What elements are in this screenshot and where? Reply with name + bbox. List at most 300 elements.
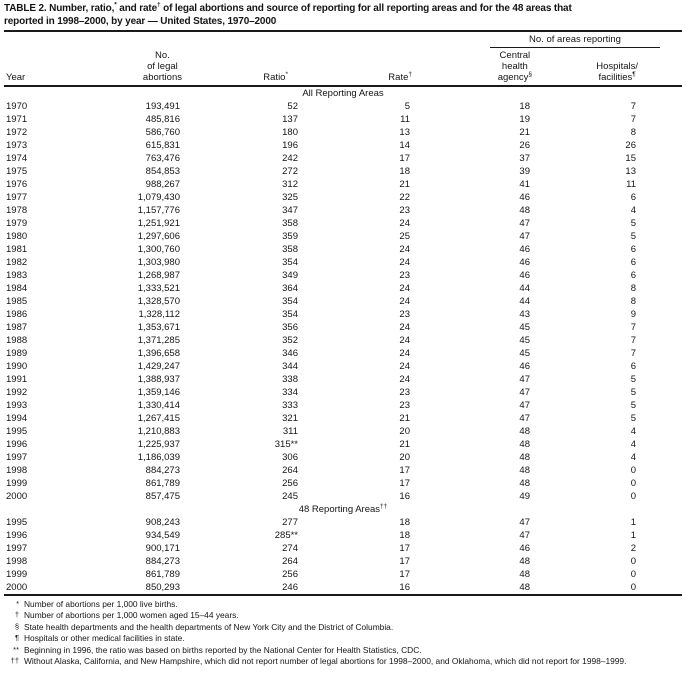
table-cell: 23: [399, 387, 410, 398]
table-cell: 5: [630, 413, 636, 424]
table-cell: 47: [519, 530, 530, 541]
table-cell: 19: [519, 114, 530, 125]
table-cell: 1993: [6, 400, 28, 411]
table-cell: 1,328,570: [137, 296, 180, 307]
footnote-text: Beginning in 1996, the ratio was based on births reported by the National Center for Health Statistics, CDC.: [24, 644, 422, 655]
table-cell: 1989: [6, 348, 28, 359]
table-cell: 1,300,760: [137, 244, 180, 255]
table-cell: 1,359,146: [137, 387, 180, 398]
table-cell: 46: [519, 270, 530, 281]
table-cell: 908,243: [145, 517, 180, 528]
table-cell: 48: [519, 205, 530, 216]
table-cell: 1,330,414: [137, 400, 180, 411]
table-cell: 1998: [6, 465, 28, 476]
table-row: [4, 490, 682, 503]
table-cell: 884,273: [145, 465, 180, 476]
section-label: [4, 503, 682, 516]
table-cell: 315**: [274, 439, 298, 450]
table-cell: 1973: [6, 140, 28, 151]
table-row: [4, 100, 682, 113]
table-cell: 45: [519, 322, 530, 333]
footnote-marker-dagger: †: [408, 70, 412, 78]
table-row: [4, 412, 682, 425]
table-title-line1: [4, 3, 682, 16]
table-cell: 1976: [6, 179, 28, 190]
table-cell: 1,429,247: [137, 361, 180, 372]
table-cell: 47: [519, 218, 530, 229]
table-cell: 1986: [6, 309, 28, 320]
table-cell: 6: [630, 257, 636, 268]
table-cell: 196: [282, 140, 298, 151]
table-cell: 1: [630, 530, 636, 541]
table-row: [4, 113, 682, 126]
table-cell: 137: [282, 114, 298, 125]
table-header: [4, 33, 682, 86]
table-row: [4, 373, 682, 386]
table-cell: 43: [519, 309, 530, 320]
table-cell: 23: [399, 205, 410, 216]
table-cell: 11: [400, 114, 410, 125]
table-row: [4, 386, 682, 399]
table-row: [4, 308, 682, 321]
table-cell: 24: [399, 257, 410, 268]
table-row: [4, 269, 682, 282]
table-cell: 934,549: [145, 530, 180, 541]
table-cell: 49: [519, 491, 530, 502]
table-cell: 20: [399, 452, 410, 463]
table-cell: 44: [519, 283, 530, 294]
table-cell: 358: [282, 244, 298, 255]
table-row: [4, 165, 682, 178]
table-cell: 1983: [6, 270, 28, 281]
table-cell: 4: [630, 439, 636, 450]
section-header-row: [4, 503, 682, 516]
table-row: [4, 360, 682, 373]
table-title: [4, 3, 682, 28]
table-cell: 1,297,606: [137, 231, 180, 242]
table-cell: 17: [399, 556, 410, 567]
table-cell: 0: [630, 582, 636, 593]
table-cell: 242: [282, 153, 298, 164]
table-cell: 18: [519, 101, 530, 112]
table-cell: 4: [630, 426, 636, 437]
table-cell: 24: [399, 283, 410, 294]
table-cell: 359: [282, 231, 298, 242]
table-cell: 17: [399, 543, 410, 554]
table-cell: 344: [282, 361, 298, 372]
table-row: [4, 555, 682, 568]
table-cell: 5: [630, 231, 636, 242]
table-cell: 46: [519, 192, 530, 203]
table-cell: 47: [519, 387, 530, 398]
table-cell: 1: [630, 517, 636, 528]
footnote-text: Hospitals or other medical facilities in state.: [24, 633, 185, 644]
table-cell: 763,476: [145, 153, 180, 164]
column-header-hospitals-stack: [596, 61, 638, 83]
table-cell: 285**: [274, 530, 298, 541]
table-cell: 306: [282, 452, 298, 463]
table-cell: 24: [399, 244, 410, 255]
table-cell: 861,789: [145, 569, 180, 580]
table-cell: 13: [399, 127, 410, 138]
table-cell: 1982: [6, 257, 28, 268]
table-cell: 256: [282, 569, 298, 580]
areas-reporting-spanner: [412, 33, 682, 48]
table-cell: 1975: [6, 166, 28, 177]
table-cell: 356: [282, 322, 298, 333]
table-row: [4, 399, 682, 412]
table-cell: 5: [630, 374, 636, 385]
table-cell: 17: [399, 153, 410, 164]
column-header-rate: [300, 48, 412, 86]
table-cell: 48: [519, 569, 530, 580]
table-cell: 8: [630, 296, 636, 307]
table-cell: 39: [519, 166, 530, 177]
table-cell: 45: [519, 335, 530, 346]
header-line: of legal: [147, 61, 178, 72]
table-cell: 1,225,937: [137, 439, 180, 450]
table-cell: 21: [399, 439, 410, 450]
table-row: [4, 152, 682, 165]
table-cell: 25: [399, 231, 410, 242]
table-cell: 1972: [6, 127, 28, 138]
table-cell: 264: [282, 556, 298, 567]
table-cell: 0: [630, 465, 636, 476]
title-text: and rate: [116, 3, 158, 14]
footnote: [4, 633, 682, 644]
table-row: [4, 230, 682, 243]
footnote-marker: ¶: [14, 633, 19, 643]
footnote-marker: *: [16, 599, 19, 608]
table-cell: 2000: [6, 491, 28, 502]
table-row: [4, 256, 682, 269]
table-cell: 0: [630, 478, 636, 489]
table-row: [4, 126, 682, 139]
column-header-central-agency: [412, 48, 532, 86]
footnotes: [4, 599, 682, 667]
table-cell: 1995: [6, 426, 28, 437]
table-cell: 1,268,987: [137, 270, 180, 281]
table-cell: 180: [282, 127, 298, 138]
table-cell: 861,789: [145, 478, 180, 489]
table-cell: 46: [519, 543, 530, 554]
header-line: Rate: [388, 72, 409, 83]
header-text: facilities: [598, 72, 633, 83]
table-cell: 1977: [6, 192, 28, 203]
table-cell: 13: [625, 166, 636, 177]
table-row: [4, 334, 682, 347]
table-cell: 48: [519, 556, 530, 567]
table-cell: 47: [519, 374, 530, 385]
section-header-row: [4, 86, 682, 100]
table-row: [4, 542, 682, 555]
table-cell: 884,273: [145, 556, 180, 567]
table-cell: 0: [630, 569, 636, 580]
table-cell: 586,760: [145, 127, 180, 138]
table-cell: 7: [630, 322, 636, 333]
table-cell: 9: [630, 309, 636, 320]
table-cell: 334: [282, 387, 298, 398]
table-cell: 354: [282, 296, 298, 307]
table-cell: 857,475: [145, 491, 180, 502]
table-cell: 1970: [6, 101, 28, 112]
table-cell: 1978: [6, 205, 28, 216]
table-cell: 311: [282, 426, 298, 437]
table-cell: 24: [399, 335, 410, 346]
table-cell: 1992: [6, 387, 28, 398]
table-cell: 264: [282, 465, 298, 476]
title-footnote-marker-asterisk: *: [114, 1, 117, 9]
areas-reporting-spanner-label: No. of areas reporting: [490, 34, 660, 48]
table-cell: 274: [282, 543, 298, 554]
table-cell: 47: [519, 231, 530, 242]
table-cell: 47: [519, 517, 530, 528]
table-cell: 6: [630, 244, 636, 255]
table-row: [4, 139, 682, 152]
header-line: abortions: [142, 72, 182, 83]
table-cell: 21: [519, 127, 530, 138]
table-cell: 21: [399, 179, 410, 190]
spanner-row: [4, 33, 682, 48]
table-row: [4, 282, 682, 295]
table-cell: 349: [282, 270, 298, 281]
table-cell: 0: [630, 491, 636, 502]
table-cell: 7: [630, 348, 636, 359]
table-cell: 48: [519, 452, 530, 463]
table-cell: 850,293: [145, 582, 180, 593]
table-cell: 193,491: [145, 101, 180, 112]
table-cell: 5: [404, 101, 410, 112]
table-cell: 7: [630, 101, 636, 112]
table-cell: 1996: [6, 439, 28, 450]
title-footnote-marker-dagger: †: [157, 1, 161, 9]
table-cell: 1,396,658: [137, 348, 180, 359]
table-cell: 6: [630, 270, 636, 281]
table-cell: 6: [630, 361, 636, 372]
table-cell: 352: [282, 335, 298, 346]
footnote-text: State health departments and the health departments of New York City and the District of Columbia.: [24, 621, 394, 632]
table-cell: 1997: [6, 452, 28, 463]
table-title-line2: reported in 1998–2000, by year — United States, 1970–2000: [4, 15, 277, 27]
data-table: [4, 33, 682, 596]
table-cell: 11: [626, 179, 636, 190]
table-cell: 18: [399, 166, 410, 177]
table-cell: 1,267,415: [137, 413, 180, 424]
table-cell: 1974: [6, 153, 28, 164]
table-cell: 48: [519, 426, 530, 437]
footnote-marker: ††: [10, 656, 19, 666]
table-cell: 47: [519, 400, 530, 411]
table-row: [4, 204, 682, 217]
table-cell: 16: [399, 582, 410, 593]
table-cell: 1,210,883: [137, 426, 180, 437]
table-cell: 900,171: [145, 543, 180, 554]
table-cell: 18: [399, 530, 410, 541]
section-label-text: 48 Reporting Areas: [298, 504, 381, 515]
table-cell: 41: [519, 179, 530, 190]
table-cell: 1979: [6, 218, 28, 229]
table-cell: 854,853: [145, 166, 180, 177]
table-cell: 21: [399, 413, 410, 424]
table-cell: 15: [625, 153, 636, 164]
header-line: Central: [499, 50, 531, 61]
title-rule: [4, 30, 682, 32]
table-cell: 24: [399, 218, 410, 229]
table-cell: 1999: [6, 478, 28, 489]
table-cell: 1997: [6, 543, 28, 554]
footnote: [4, 645, 682, 656]
column-header-year: Year: [4, 48, 62, 86]
header-line: Ratio: [263, 72, 286, 83]
table-cell: 347: [282, 205, 298, 216]
table-cell: 1998: [6, 556, 28, 567]
table-cell: 1,079,430: [137, 192, 180, 203]
spanner-spacer: [4, 33, 412, 48]
header-text: agency: [497, 72, 529, 83]
table-cell: 8: [630, 283, 636, 294]
column-header-central-stack: [498, 50, 532, 83]
table-cell: 52: [287, 101, 298, 112]
title-text: of legal abortions and source of reporting for all reporting areas and for the 48 areas that: [160, 3, 572, 14]
table-cell: 346: [282, 348, 298, 359]
table-cell: 17: [399, 569, 410, 580]
table-cell: 46: [519, 244, 530, 255]
table-cell: 485,816: [145, 114, 180, 125]
table-cell: 1,251,921: [137, 218, 180, 229]
table-cell: 1988: [6, 335, 28, 346]
footnote-marker-double-dagger: ††: [380, 502, 388, 510]
header-line: No.: [155, 50, 170, 61]
table-row: [4, 321, 682, 334]
table-row: [4, 425, 682, 438]
table-cell: 24: [399, 348, 410, 359]
table-cell: 1971: [6, 114, 28, 125]
header-line: [596, 72, 638, 83]
table-row: [4, 568, 682, 581]
table-cell: 7: [630, 114, 636, 125]
table-cell: 1,328,112: [138, 309, 180, 320]
footnote-text: Without Alaska, California, and New Hampshire, which did not report number of legal abortions for 1998–2000, and Oklahoma, which did not report for 1998–1999.: [24, 656, 627, 667]
column-header-abortions: [62, 48, 182, 86]
table-cell: 312: [282, 179, 298, 190]
table-row: [4, 347, 682, 360]
table-cell: 24: [399, 296, 410, 307]
footnote-text: Number of abortions per 1,000 women aged 15–44 years.: [24, 610, 239, 621]
table-cell: 1,353,671: [137, 322, 180, 333]
header-line: Hospitals/: [596, 61, 638, 72]
footnote-marker-asterisk: *: [285, 70, 288, 78]
table-cell: 1980: [6, 231, 28, 242]
table-cell: 26: [519, 140, 530, 151]
table-cell: 615,831: [145, 140, 180, 151]
table-cell: 20: [399, 426, 410, 437]
table-cell: 1,303,980: [137, 257, 180, 268]
table-cell: 6: [630, 192, 636, 203]
footnote: [4, 622, 682, 633]
table-cell: 1990: [6, 361, 28, 372]
table-cell: 23: [399, 309, 410, 320]
table-cell: 321: [282, 413, 298, 424]
table-body: [4, 86, 682, 595]
table-cell: 45: [519, 348, 530, 359]
table-cell: 48: [519, 439, 530, 450]
table-cell: 256: [282, 478, 298, 489]
table-cell: 277: [282, 517, 298, 528]
table-cell: 1,186,039: [137, 452, 180, 463]
table-row: [4, 477, 682, 490]
table-cell: 23: [399, 400, 410, 411]
table-cell: 24: [399, 361, 410, 372]
section-label-text: All Reporting Areas: [302, 88, 384, 99]
table-cell: 46: [519, 257, 530, 268]
table-cell: 1987: [6, 322, 28, 333]
table-cell: 354: [282, 309, 298, 320]
table-cell: 48: [519, 478, 530, 489]
table-cell: 17: [399, 465, 410, 476]
footnote-marker-section: §: [528, 70, 532, 78]
footnote: [4, 610, 682, 621]
table-row: [4, 464, 682, 477]
table-row: [4, 217, 682, 230]
table-cell: 17: [399, 478, 410, 489]
column-header-row: [4, 48, 682, 86]
table-cell: 272: [282, 166, 298, 177]
header-line: [498, 72, 532, 83]
table-row: [4, 295, 682, 308]
table-cell: 4: [630, 452, 636, 463]
table-cell: 4: [630, 205, 636, 216]
table-cell: 1,157,776: [137, 205, 180, 216]
header-line: health: [501, 61, 528, 72]
table-cell: 1994: [6, 413, 28, 424]
table-cell: 23: [399, 270, 410, 281]
table-cell: 46: [519, 361, 530, 372]
table-cell: 16: [399, 491, 410, 502]
table-cell: 1,388,937: [137, 374, 180, 385]
table-cell: 22: [399, 192, 410, 203]
table-row: [4, 438, 682, 451]
footnote-text: Number of abortions per 1,000 live births.: [24, 599, 178, 609]
table-cell: 988,267: [145, 179, 180, 190]
table-cell: 1984: [6, 283, 28, 294]
table-cell: 358: [282, 218, 298, 229]
section-label: [4, 86, 682, 100]
table-cell: 1999: [6, 569, 28, 580]
table-cell: 14: [399, 140, 410, 151]
table-cell: 1,333,521: [137, 283, 180, 294]
column-header-hospitals: [532, 48, 682, 86]
footnote: [4, 599, 682, 610]
table-cell: 47: [519, 413, 530, 424]
footnote-marker-pilcrow: ¶: [632, 70, 636, 78]
table-cell: 7: [630, 335, 636, 346]
column-header-abortions-stack: [143, 50, 182, 83]
table-cell: 2: [630, 543, 636, 554]
table-cell: 5: [630, 400, 636, 411]
table-row: [4, 191, 682, 204]
table-cell: 1,371,285: [137, 335, 180, 346]
footnote-marker: **: [13, 644, 19, 654]
table-cell: 5: [630, 218, 636, 229]
table-cell: 333: [282, 400, 298, 411]
table-cell: 24: [399, 374, 410, 385]
table-row: [4, 529, 682, 542]
table-cell: 1995: [6, 517, 28, 528]
table-cell: 338: [282, 374, 298, 385]
table-cell: 1985: [6, 296, 28, 307]
table-cell: 8: [630, 127, 636, 138]
table-cell: 48: [519, 465, 530, 476]
